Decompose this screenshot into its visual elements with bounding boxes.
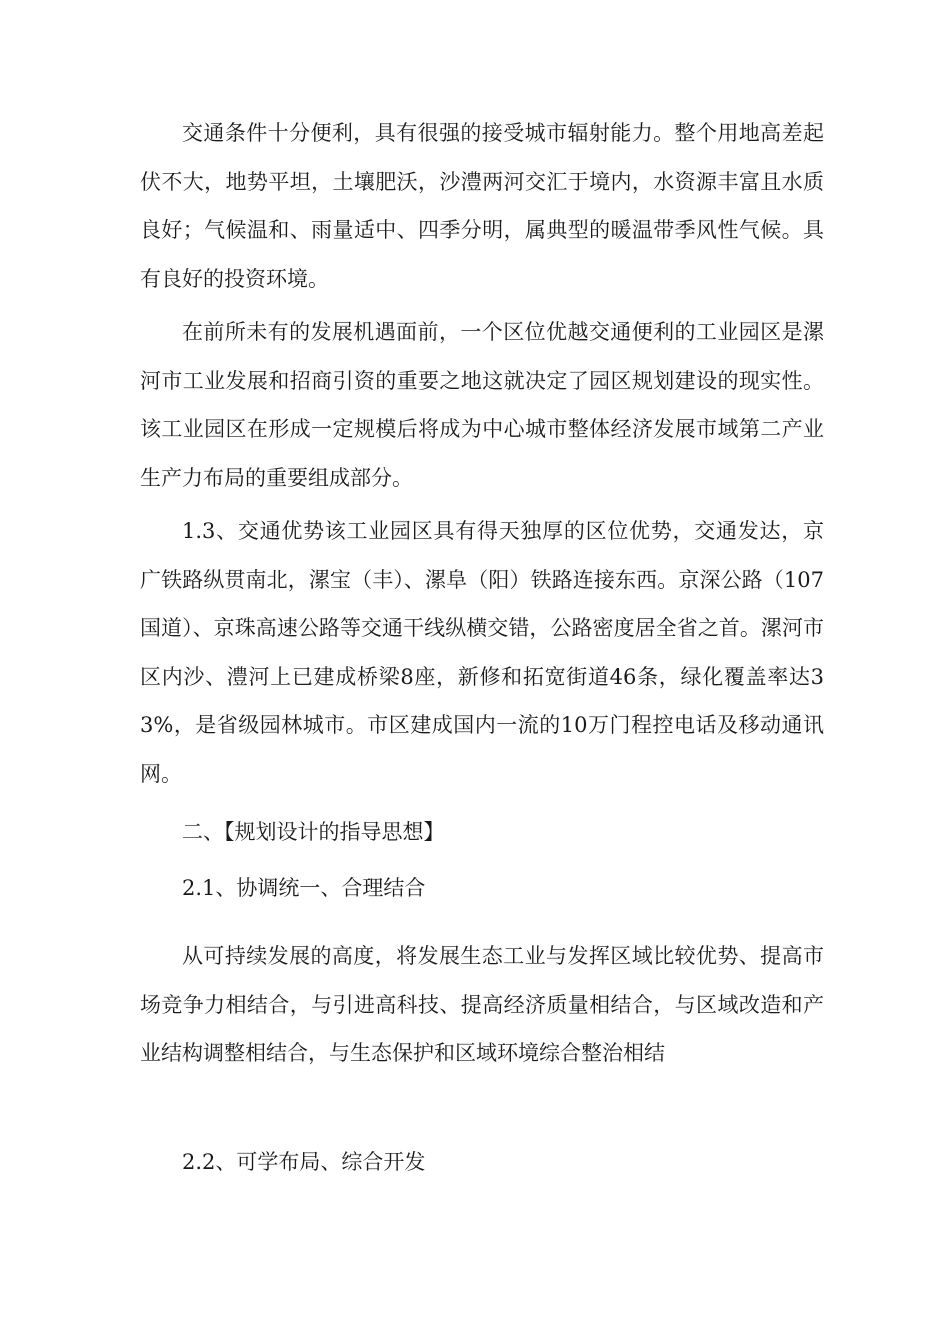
subsection-heading-layout: 2.2、可学布局、综合开发	[182, 1150, 426, 1174]
subsection-heading-coordination: 2.1、协调统一、合理结合	[182, 876, 426, 900]
paragraph-location-environment: 交通条件十分便利，具有很强的接受城市辐射能力。整个用地高差起伏不大，地势平坦，土壤肥沃，沙澧两河交汇于境内，水资源丰富且水质良好；气候温和、雨量适中、四季分明，属典型的暖温带季风性气候。具有良好的投资环境。	[140, 121, 824, 291]
paragraph-development-opportunity: 在前所未有的发展机遇面前，一个区位优越交通便利的工业园区是漯河市工业发展和招商引资的重要之地这就决定了园区规划建设的现实性。该工业园区在形成一定规模后将成为中心城市整体经济发展市域第二产业生产力布局的重要组成部分。	[140, 320, 824, 490]
paragraph-traffic-advantage: 1.3、交通优势该工业园区具有得天独厚的区位优势，交通发达，京广铁路纵贯南北，漯宝（丰）、漯阜（阳）铁路连接东西。京深公路（107国道）、京珠高速公路等交通干线纵横交错，公路密度居全省之首。漯河市区内沙、澧河上已建成桥梁8座，新修和拓宽街道46条，绿化覆盖率达33%，是省级园林城市。市区建成国内一流的10万门程控电话及移动通讯网。	[140, 519, 824, 786]
section-heading-guiding-ideology: 二、【规划设计的指导思想】	[182, 820, 445, 844]
paragraph-sustainable-development: 从可持续发展的高度，将发展生态工业与发挥区域比较优势、提高市场竞争力相结合，与引进高科技、提高经济质量相结合，与区域改造和产业结构调整相结合，与生态保护和区域环境综合整治相结	[140, 944, 824, 1065]
